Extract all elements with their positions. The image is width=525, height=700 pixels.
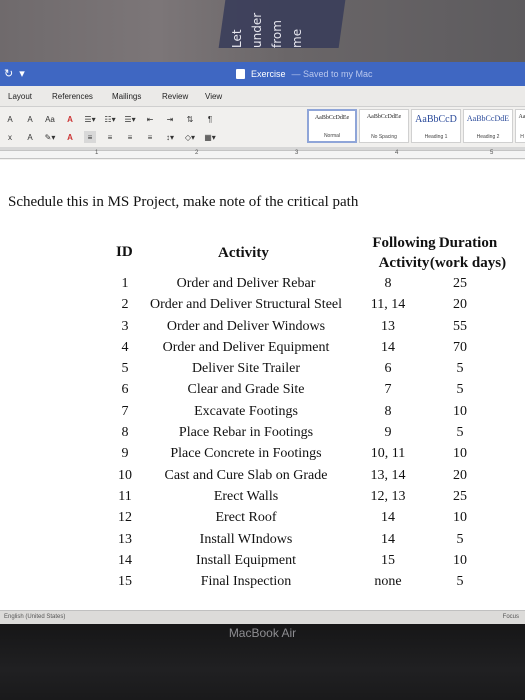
sticker-word: me [290,28,304,48]
cell-following: none [374,574,402,590]
tab-mailings[interactable]: Mailings [112,92,142,101]
header-following-line1: Following [372,235,436,251]
ruler-number: 4 [395,150,399,156]
table-row [110,359,510,380]
cell-activity: Order and Deliver Rebar [176,276,316,291]
cell-duration: 10 [453,403,467,419]
cell-duration: 70 [453,339,467,355]
font-controls-row-2 [4,129,216,145]
cell-id: 9 [121,446,129,462]
cell-id: 2 [121,297,129,313]
document-icon [236,69,245,79]
table-row [110,508,510,529]
cell-activity: Excavate Footings [194,403,298,419]
style-name: No Spacing [371,134,397,140]
customize-toolbar-icon[interactable]: ▾ [19,68,25,80]
language-status[interactable]: English (United States) [4,614,66,620]
cell-duration: 5 [456,531,464,547]
cell-activity: Cast and Cure Slab on Grade [164,467,328,483]
style-sample: AaBbCcDdEe [366,114,402,120]
header-duration [428,233,508,273]
tab-layout[interactable]: Layout [8,92,33,101]
cell-duration: 10 [453,552,467,568]
cell-activity: Place Concrete in Footings [170,446,322,462]
cell-id: 1 [121,276,129,291]
style-sample: AaBbCcDdEe [314,115,350,121]
cell-id: 15 [118,574,132,590]
align-left-icon[interactable]: ≡ [84,131,96,143]
background-photo [0,0,525,62]
tab-references[interactable]: References [52,92,93,101]
cell-duration: 10 [453,510,467,526]
laptop-screen [0,62,525,624]
cell-duration: 20 [453,467,467,483]
cell-following: 8 [384,276,392,291]
table-row [110,295,510,316]
cell-id: 8 [121,425,129,441]
cell-activity: Install Equipment [196,552,296,568]
table-row [110,466,510,487]
cell-id: 3 [121,318,129,334]
decrease-indent-icon[interactable]: ⇤ [146,114,154,124]
tab-review[interactable]: Review [162,92,189,101]
ruler-number: 1 [95,150,99,156]
cell-id: 4 [121,339,129,355]
cell-following: 14 [381,531,395,547]
cell-following: 13, 14 [370,467,406,483]
cell-activity: Erect Roof [215,510,277,526]
focus-button[interactable]: Focus [502,614,519,620]
highlight-icon[interactable]: ✎▾ [44,132,56,142]
cell-activity: Order and Deliver Structural Steel [149,297,343,313]
bullets-icon[interactable]: ☰▾ [84,114,96,124]
style-name: Normal [323,133,341,139]
cell-id: 14 [118,552,132,568]
cell-id: 10 [118,467,132,483]
justify-icon[interactable]: ≡ [147,132,153,142]
table-row [110,274,510,295]
cell-duration: 5 [456,382,464,398]
cell-duration: 10 [453,446,467,462]
table-row [110,487,510,508]
multilevel-list-icon[interactable]: ☰▾ [124,114,136,124]
device-label: MacBook Air [228,626,297,640]
instruction-text: Schedule this in MS Project, make note of the critical path [8,194,359,210]
header-activity: Activity [218,245,269,261]
ruler-number: 2 [195,150,199,156]
cell-id: 7 [121,403,129,419]
subscript-button[interactable]: x [8,132,12,142]
cell-duration: 5 [456,574,464,590]
header-following-line2: Activity [378,255,430,271]
style-name: H [520,134,524,140]
decrease-font-size-button[interactable]: A [27,114,33,124]
document-page[interactable] [0,160,525,610]
laptop-bezel [0,624,525,700]
style-sample: AaBbCcD [415,114,457,125]
sticker-word: from [270,20,284,48]
cell-duration: 25 [453,488,467,504]
cell-following: 13 [381,318,395,334]
sticker-word: Let [230,29,244,48]
table-row [110,402,510,423]
style-sample: Aa [518,114,525,120]
quick-access-toolbar [4,67,25,80]
cell-duration: 25 [453,276,467,291]
cell-following: 7 [384,382,392,398]
header-id: ID [116,244,133,260]
style-name: Heading 2 [476,134,500,140]
tab-view[interactable]: View [205,92,223,101]
saved-status: — Saved to my Mac [291,69,373,79]
redo-icon[interactable]: ↻ [4,68,14,80]
change-case-button[interactable]: Aa [45,114,55,124]
cell-following: 12, 13 [370,488,406,504]
cell-following: 10, 11 [370,446,406,462]
table-row [110,551,510,572]
text-effects-button[interactable]: A [27,132,33,142]
table-row [110,380,510,401]
increase-indent-icon[interactable]: ⇥ [166,114,174,124]
table-rows [110,274,510,593]
style-normal[interactable] [307,109,357,143]
cell-id: 5 [121,361,129,377]
header-duration-line1: Duration [438,235,498,251]
style-heading-2[interactable] [463,109,513,143]
header-duration-line2: (work days) [429,255,507,271]
style-no-spacing[interactable] [359,109,409,143]
borders-icon[interactable]: ▦▾ [204,132,216,142]
ribbon [0,107,525,148]
horizontal-ruler[interactable] [0,147,525,159]
shading-icon[interactable]: ◇▾ [184,132,196,142]
document-title: Exercise [251,69,286,79]
line-spacing-icon[interactable]: ↕▾ [165,132,174,142]
sort-icon[interactable]: ⇅ [186,114,194,124]
align-center-icon[interactable]: ≡ [107,132,113,142]
cell-following: 14 [381,510,395,526]
window-title [236,69,373,79]
ruler-number: 5 [490,150,494,156]
font-controls-row-1 [4,111,216,127]
status-bar [0,610,525,625]
font-color-button[interactable]: A [67,132,73,142]
clear-formatting-button[interactable]: A [67,114,73,124]
cell-following: 15 [381,552,395,568]
numbering-icon[interactable]: ☷▾ [104,114,116,124]
table-row [110,572,510,593]
cell-id: 12 [118,510,132,526]
cell-id: 6 [121,382,129,398]
cell-following: 6 [384,361,392,377]
style-name: Heading 1 [424,134,448,140]
cell-id: 13 [118,531,132,547]
cell-activity: Order and Deliver Equipment [162,339,330,355]
table-row [110,444,510,465]
cell-activity: Order and Deliver Windows [166,318,326,334]
title-bar [0,62,525,86]
cell-activity: Place Rebar in Footings [178,425,314,441]
sticker-word: under [250,12,264,48]
cell-activity: Deliver Site Trailer [191,361,301,377]
ruler-number: 3 [295,150,299,156]
style-heading-1[interactable] [411,109,461,143]
table-row [110,338,510,359]
cell-activity: Final Inspection [200,574,292,590]
cell-id: 11 [118,488,132,504]
cell-duration: 5 [456,361,464,377]
increase-font-size-button[interactable]: A [7,114,13,124]
cell-activity: Clear and Grade Site [187,382,305,398]
style-more[interactable] [515,109,525,143]
cell-duration: 5 [456,425,464,441]
show-formatting-icon[interactable]: ¶ [207,114,213,124]
ruler-track [0,150,525,159]
cell-duration: 55 [453,318,467,334]
ribbon-tabs [0,86,525,107]
cell-activity: Install WIndows [199,531,293,547]
style-sample: AaBbCcDdE [466,114,510,123]
cell-following: 9 [384,425,392,441]
cell-following: 11, 14 [370,297,406,313]
table-row [110,423,510,444]
cell-following: 14 [381,339,395,355]
table-row [110,317,510,338]
table-row [110,530,510,551]
styles-gallery [307,109,525,143]
cell-duration: 20 [453,297,467,313]
align-right-icon[interactable]: ≡ [127,132,133,142]
cell-activity: Erect Walls [213,488,279,504]
sticker-text [230,2,350,48]
cell-following: 8 [384,403,392,419]
